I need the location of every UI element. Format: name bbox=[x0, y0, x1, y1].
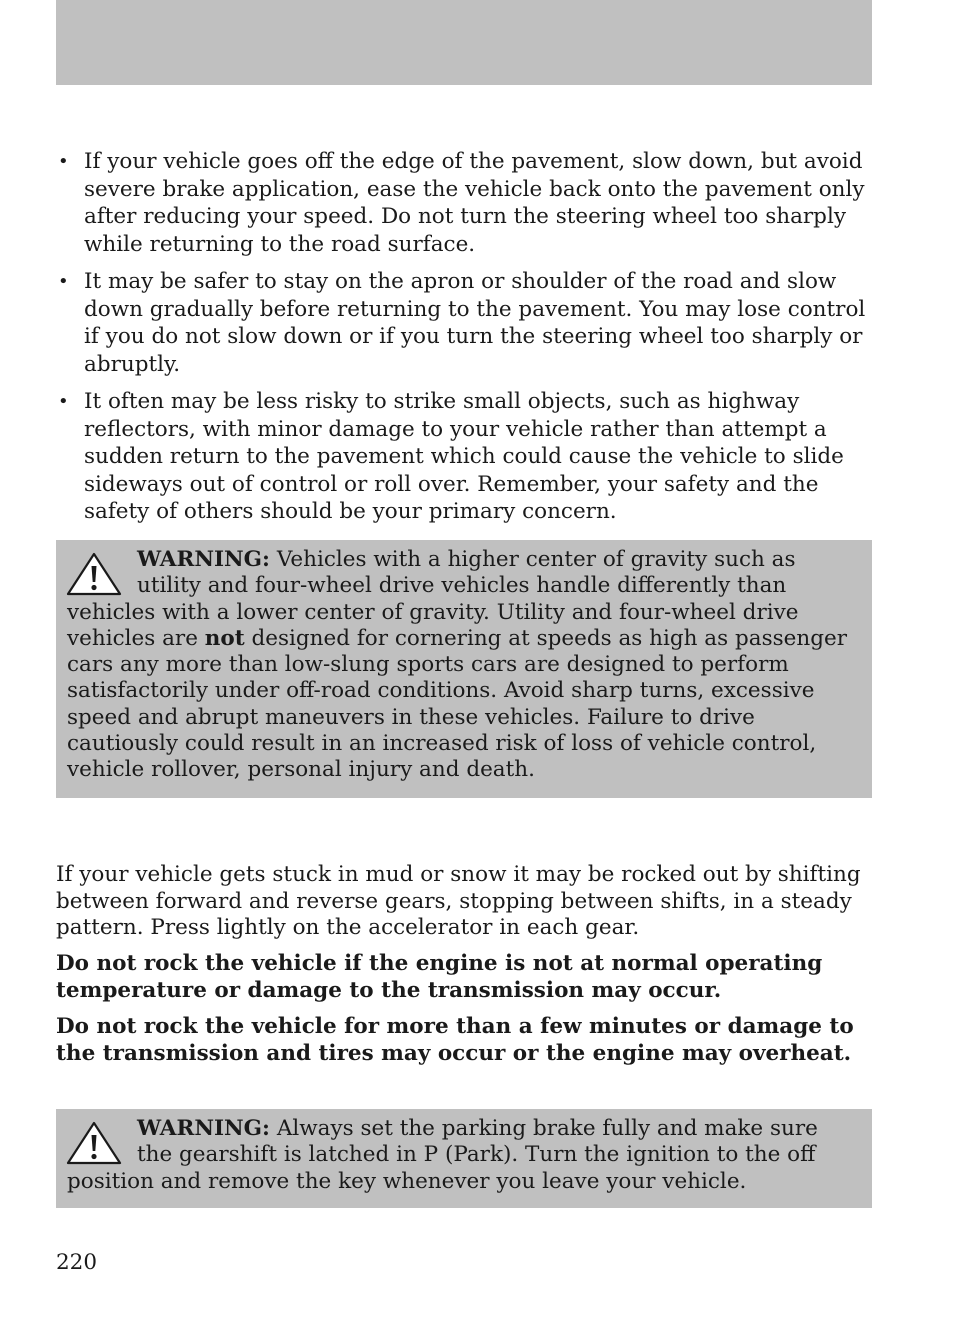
bullet-list bbox=[56, 148, 872, 536]
warning-triangle-icon bbox=[65, 1120, 123, 1166]
warning-label: WARNING: bbox=[137, 1116, 270, 1141]
bullet-icon: • bbox=[58, 271, 69, 292]
page-number: 220 bbox=[56, 1250, 98, 1275]
header-bar bbox=[56, 0, 872, 85]
list-item bbox=[56, 148, 872, 258]
warning-text-continued: designed for cornering at speeds as high as passenger cars any more than low-slung sports cars are designed to perform satisfactorily under off-road conditions. Avoid sharp turns, excessive speed and abrupt maneuvers in these vehicles. Failure to drive cautiously could result in an increased risk of loss of vehicle control, vehicle rollover, personal injury and death. bbox=[67, 625, 847, 783]
warning-text: Vehicles with a higher center of gravity such as utility and four-wheel drive vehicles handle differently than vehicles with a lower center of gravity. Utility and four-wheel drive vehicles are bbox=[67, 547, 799, 651]
warning-label: WARNING: bbox=[137, 547, 270, 572]
rocking-caution-temperature: Do not rock the vehicle if the engine is not at normal operating temperature or damage to the transmission may occur. bbox=[56, 951, 823, 1003]
bullet-icon: • bbox=[58, 151, 69, 172]
list-item bbox=[56, 268, 872, 378]
list-item bbox=[56, 388, 872, 526]
warning-box-parking bbox=[56, 1109, 872, 1208]
warning-emphasis: not bbox=[204, 625, 245, 651]
bullet-text: It may be safer to stay on the apron or shoulder of the road and slow down gradually before returning to the pavement. You may lose control if you do not slow down or if you turn the steering wheel too sharply or abruptly. bbox=[84, 269, 866, 377]
bullet-icon: • bbox=[58, 391, 69, 412]
bullet-text: If your vehicle goes off the edge of the pavement, slow down, but avoid severe brake application, ease the vehicle back onto the pavement only after reducing your speed. Do not turn the steering wheel too sharply while returning to the road surface. bbox=[84, 149, 865, 257]
warning-box-handling bbox=[56, 540, 872, 798]
warning-text: Always set the parking brake fully and make sure the gearshift is latched in P (Park). Turn the ignition to the off position and remove the key whenever you leave your vehicle. bbox=[67, 1116, 818, 1194]
rocking-paragraph: If your vehicle gets stuck in mud or snow it may be rocked out by shifting between forward and reverse gears, stopping between shifts, in a steady pattern. Press lightly on the accelerator in each gear. bbox=[56, 862, 861, 940]
bullet-text: It often may be less risky to strike small objects, such as highway reflectors, with minor damage to your vehicle rather than attempt a sudden return to the pavement which could cause the vehicle to slide sideways out of control or roll over. Remember, your safety and the safety of others should be your primary concern. bbox=[84, 389, 844, 524]
warning-triangle-icon bbox=[65, 551, 123, 597]
rocking-caution-duration: Do not rock the vehicle for more than a few minutes or damage to the transmission and tires may occur or the engine may overheat. bbox=[56, 1014, 854, 1066]
